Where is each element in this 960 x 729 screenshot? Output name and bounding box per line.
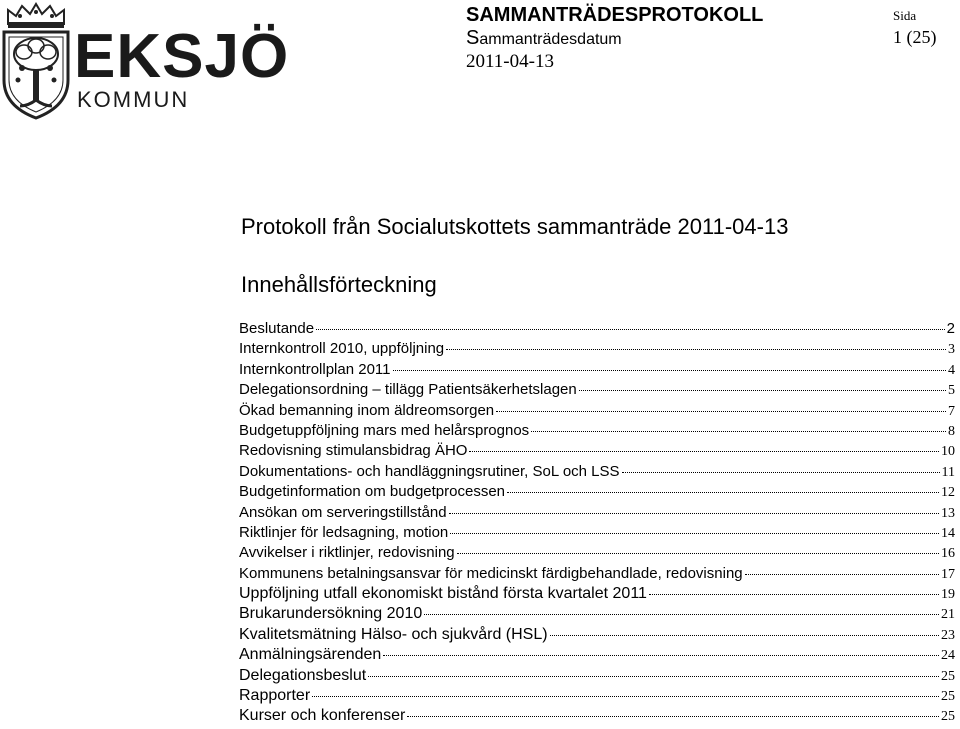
- toc-entry-label: Internkontroll 2010, uppföljning: [239, 340, 445, 358]
- toc-entry[interactable]: [239, 401, 955, 421]
- toc-entry-page: 25: [941, 668, 955, 684]
- toc-entry[interactable]: [239, 503, 955, 523]
- toc-entry-label: Delegationsordning – tillägg Patientsäkerhetslagen: [239, 381, 577, 399]
- toc-entry-page: 10: [941, 444, 955, 460]
- toc-entry-page: 12: [941, 485, 955, 501]
- dot-leader: [622, 471, 940, 473]
- toc-entry-page: 13: [941, 505, 955, 521]
- table-of-contents: [239, 319, 955, 727]
- dot-leader: [745, 573, 939, 575]
- meeting-date-label-rest: ammanträdesdatum: [479, 31, 622, 48]
- toc-entry-label: Kommunens betalningsansvar för medicinskt färdigbehandlade, redovisning: [239, 564, 743, 582]
- dot-leader: [507, 491, 939, 493]
- document-title: Protokoll från Socialutskottets sammanträde 2011-04-13: [241, 214, 789, 239]
- dot-leader: [312, 695, 939, 697]
- toc-entry[interactable]: [239, 462, 955, 482]
- toc-entry-label: Internkontrollplan 2011: [239, 360, 391, 378]
- dot-leader: [446, 348, 946, 350]
- toc-entry-label: Avvikelser i riktlinjer, redovisning: [239, 544, 455, 562]
- toc-entry[interactable]: [239, 564, 955, 584]
- toc-entry-label: Riktlinjer för ledsagning, motion: [239, 523, 449, 541]
- toc-entry-label: Redovisning stimulansbidrag ÄHO: [239, 442, 468, 460]
- dot-leader: [383, 654, 939, 656]
- page-number: 1 (25): [893, 27, 937, 47]
- meeting-date-label-initial: S: [466, 27, 480, 49]
- toc-entry-page: 19: [941, 587, 955, 603]
- toc-entry[interactable]: [239, 482, 955, 502]
- toc-entry[interactable]: [239, 441, 955, 461]
- toc-entry-label: Uppföljning utfall ekonomiskt bistånd första kvartalet 2011: [239, 585, 647, 603]
- toc-heading: Innehållsförteckning: [241, 272, 437, 297]
- toc-entry[interactable]: [239, 319, 955, 339]
- toc-entry-page: 14: [941, 525, 955, 541]
- toc-entry[interactable]: [239, 584, 955, 604]
- toc-entry-label: Dokumentations- och handläggningsrutiner, SoL och LSS: [239, 462, 620, 480]
- dot-leader: [469, 450, 939, 452]
- toc-entry-page: 11: [941, 464, 955, 480]
- toc-entry-label: Brukarundersökning 2010: [239, 605, 423, 623]
- logo-subtitle: KOMMUN: [77, 87, 190, 112]
- toc-entry[interactable]: [239, 543, 955, 563]
- toc-entry[interactable]: [239, 523, 955, 543]
- toc-entry-page: 23: [941, 627, 955, 643]
- toc-entry-label: Kurser och konferenser: [239, 707, 406, 725]
- toc-entry-label: Beslutande: [239, 320, 315, 337]
- toc-entry-label: Budgetinformation om budgetprocessen: [239, 483, 506, 501]
- dot-leader: [649, 593, 939, 595]
- toc-entry[interactable]: [239, 706, 955, 726]
- toc-entry-label: Anmälningsärenden: [239, 646, 382, 664]
- protocol-title: SAMMANTRÄDESPROTOKOLL: [466, 4, 764, 26]
- meeting-date-label: [466, 28, 622, 50]
- toc-entry[interactable]: [239, 339, 955, 359]
- dot-leader: [449, 512, 939, 514]
- toc-entry-page: 3: [948, 342, 955, 358]
- coat-of-arms-icon: [0, 2, 72, 120]
- meeting-date: 2011-04-13: [466, 51, 554, 72]
- toc-entry-page: 5: [948, 383, 955, 399]
- page-label: Sida: [893, 8, 917, 23]
- toc-entry-page: 16: [941, 546, 955, 562]
- toc-entry-page: 17: [941, 566, 955, 582]
- toc-entry-page: 7: [948, 403, 955, 419]
- toc-entry[interactable]: [239, 380, 955, 400]
- dot-leader: [316, 328, 945, 330]
- eksjo-kommun-logo: [0, 2, 290, 122]
- dot-leader: [457, 552, 939, 554]
- logo-name: EKSJÖ: [74, 22, 290, 91]
- toc-entry-label: Ansökan om serveringstillstånd: [239, 503, 447, 521]
- toc-entry-page: 8: [948, 423, 955, 439]
- toc-entry-label: Budgetuppföljning mars med helårsprognos: [239, 421, 530, 439]
- toc-entry-page: 2: [946, 320, 955, 337]
- toc-entry[interactable]: [239, 625, 955, 645]
- toc-entry-page: 24: [941, 648, 955, 664]
- toc-entry[interactable]: [239, 360, 955, 380]
- dot-leader: [550, 634, 939, 636]
- dot-leader: [579, 389, 946, 391]
- dot-leader: [407, 715, 939, 717]
- toc-entry[interactable]: [239, 666, 955, 686]
- dot-leader: [424, 613, 939, 615]
- dot-leader: [450, 532, 939, 534]
- toc-entry-page: 21: [941, 607, 955, 623]
- toc-entry-page: 25: [941, 709, 955, 725]
- toc-entry-label: Delegationsbeslut: [239, 666, 367, 684]
- toc-entry[interactable]: [239, 686, 955, 706]
- toc-entry-page: 4: [948, 362, 955, 378]
- toc-entry-label: Ökad bemanning inom äldreomsorgen: [239, 401, 495, 419]
- toc-entry[interactable]: [239, 421, 955, 441]
- dot-leader: [531, 430, 946, 432]
- dot-leader: [496, 410, 946, 412]
- toc-entry-label: Kvalitetsmätning Hälso- och sjukvård (HSL): [239, 625, 548, 643]
- toc-entry[interactable]: [239, 645, 955, 665]
- toc-entry-page: 25: [941, 689, 955, 705]
- dot-leader: [393, 369, 947, 371]
- toc-entry[interactable]: [239, 604, 955, 624]
- dot-leader: [368, 675, 939, 677]
- toc-entry-label: Rapporter: [239, 687, 311, 705]
